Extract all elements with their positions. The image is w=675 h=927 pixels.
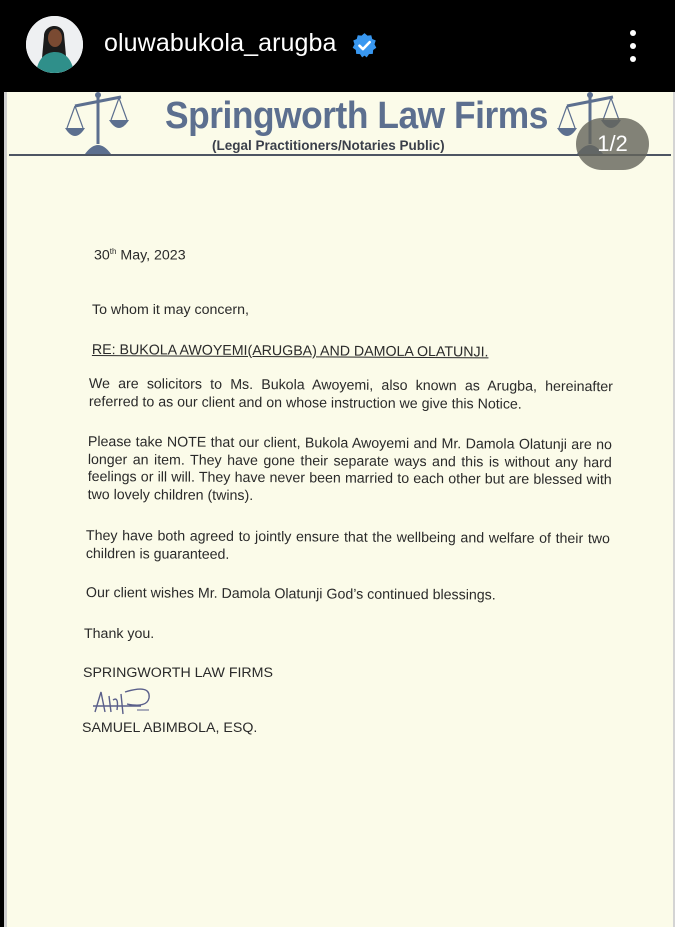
paragraph-3: They have both agreed to jointly ensure that the wellbeing and welfare of their two children is guaranteed. — [85, 528, 610, 563]
handwritten-signature — [91, 686, 161, 722]
signatory-name: SAMUEL ABIMBOLA, ESQ. — [82, 720, 258, 736]
paragraph-1: We are solicitors to Ms. Bukola Awoyemi, also known as Arugba, hereinafter referred to as our client and on whose instruction we give this Notice. — [88, 376, 613, 413]
salutation: To whom it may concern, — [92, 302, 249, 318]
verified-badge-icon — [351, 32, 378, 59]
letter-subject: RE: BUKOLA AWOYEMI(ARUGBA) AND DAMOLA OLATUNJI. — [91, 342, 489, 361]
kebab-dot — [630, 43, 636, 49]
avatar-photo-icon — [26, 16, 83, 73]
date-suffix: th — [109, 247, 117, 256]
kebab-dot — [630, 56, 636, 62]
firm-name: Springworth Law Firms — [165, 95, 548, 137]
profile-avatar[interactable] — [26, 16, 83, 73]
date-day: 30 — [94, 247, 110, 264]
username[interactable]: oluwabukola_arugba — [104, 29, 337, 57]
carousel-indicator: 1/2 — [576, 118, 649, 170]
closing: Thank you. — [84, 626, 155, 642]
firm-subtitle: (Legal Practitioners/Notaries Public) — [212, 138, 445, 153]
more-vertical-icon — [630, 30, 636, 36]
paragraph-4: Our client wishes Mr. Damola Olatunji God’s continued blessings. — [85, 585, 496, 604]
date-rest: May, 2023 — [116, 247, 186, 264]
signature-firm: SPRINGWORTH LAW FIRMS — [83, 665, 273, 681]
letter-document — [4, 92, 675, 927]
more-options-button[interactable] — [622, 28, 644, 64]
paragraph-2: Please take NOTE that our client, Bukola Awoyemi and Mr. Damola Olatunji are no longer an item. They have gone their separate ways and this is without any hard feelings or ill will. They have never been married to each other but are blessed with two lovely children (twins). — [87, 434, 612, 504]
scales-of-justice-icon — [63, 92, 133, 154]
letterhead-divider — [9, 154, 671, 156]
letter-date — [94, 243, 186, 265]
post-header — [0, 0, 675, 92]
